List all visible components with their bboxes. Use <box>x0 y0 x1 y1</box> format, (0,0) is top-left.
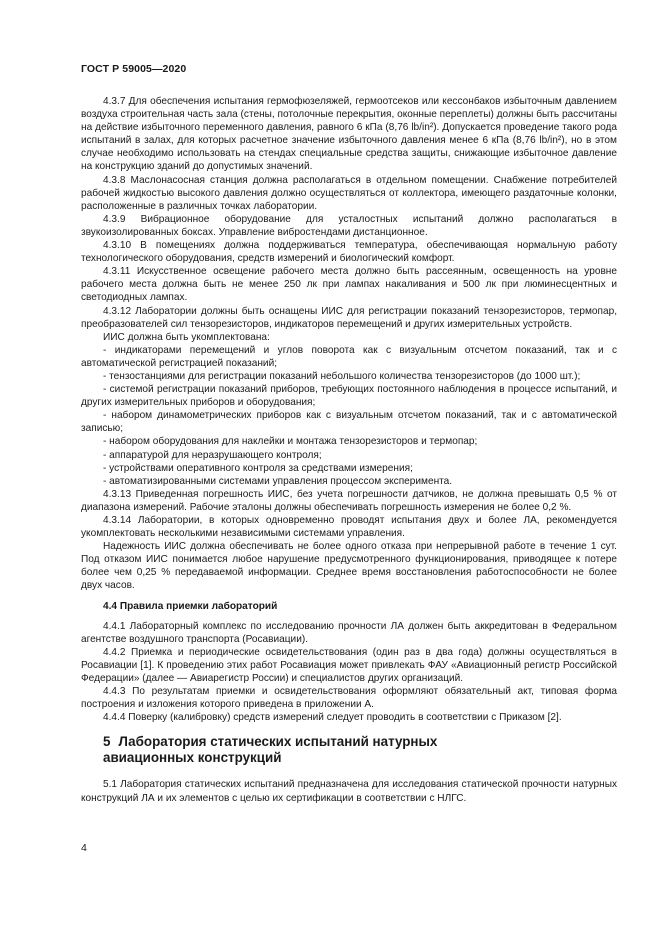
paragraph-4-3-8: 4.3.8 Маслонасосная станция должна располагаться в отдельном помещении. Снабжение потребителей рабочей жидкостью высокого давления должно осуществляться от коллектора, имеющего раздаточные колонки, расположенные в различных точках лаборатории. <box>81 174 617 212</box>
paragraph-4-3-10: 4.3.10 В помещениях должна поддерживаться температура, обеспечивающая нормальную работу технологического оборудования, средств измерений и биологический комфорт. <box>81 240 617 265</box>
paragraph-4-3-12: 4.3.12 Лаборатории должны быть оснащены ИИС для регистрации показаний тензорезисторов, термопар, преобразователей сил тензорезисторов, индикаторов перемещений и других измерительных устройств. <box>81 305 617 330</box>
standard-header: ГОСТ Р 59005—2020 <box>81 63 187 75</box>
paragraph-4-4-1: 4.4.1 Лабораторный комплекс по исследованию прочности ЛА должен быть аккредитован в Федеральном агентстве воздушного транспорта (Росавиации). <box>81 620 617 645</box>
section-title-line-1: Лаборатория статических испытаний натурных <box>118 734 438 750</box>
paragraph-4-3-7: 4.3.7 Для обеспечения испытания гермофюзеляжей, гермоотсеков или кессонбаков избыточным давлением воздуха строительная часть зала (стены, потолочные перекрытия, оконные переплеты) должны быть рассчитаны на действие избыточного переменного давления, равного 6 кПа (8,76 lb/in²). Допускается проведение такого рода испытаний в залах, для которых расчетное значение избыточного давления менее 6 кПа (8,76 lb/in²), но в этом случае необходимо использовать на стендах специальные средства защиты, снижающие избыточное давление на конструкцию зданий до допустимых значений. <box>81 96 617 173</box>
paragraph-4-4-2: 4.4.2 Приемка и периодические освидетельствования (один раз в два года) должны осуществляться в Росавиации [1]. К проведению этих работ Росавиация может привлекать ФАУ «Авиационный регистр Российской Федерации» (далее — Авиарегистр России) и специалистов других организаций. <box>81 646 617 685</box>
list-item: - автоматизированными системами управления процессом эксперимента. <box>103 475 453 487</box>
page-number: 4 <box>81 842 87 854</box>
paragraph-4-4-3: 4.4.3 По результатам приемки и освидетельствования оформляют обязательный акт, типовая форма построения и изложения которого приведена в приложении А. <box>81 686 617 711</box>
reliability-paragraph: Надежность ИИС должна обеспечивать не более одного отказа при непрерывной работе в течение 1 сут. Под отказом ИИС понимается любое нарушение предусмотренного функционирования, приводящее к потере более чем 0,25 % передаваемой информации. Среднее время восстановления работоспособности не более двух часов. <box>81 541 617 592</box>
paragraph-4-4-4: 4.4.4 Поверку (калибровку) средств измерений следует проводить в соответствии с Приказом [2]. <box>103 712 562 724</box>
paragraph-4-3-14: 4.3.14 Лаборатории, в которых одновременно проводят испытания двух и более ЛА, рекомендуется укомплектовать несколькими независимыми системами управления. <box>81 515 617 540</box>
paragraph-4-3-13: 4.3.13 Приведенная погрешность ИИС, без учета погрешности датчиков, не должна превышать 0,5 % от диапазона измерений. Рабочие эталоны должны обеспечивать погрешность измерения не более 0,2 %. <box>81 488 617 513</box>
list-item: - системой регистрации показаний приборов, требующих постоянного наблюдения в процессе испытаний, и других измерительных приборов и оборудования; <box>81 384 617 409</box>
paragraph-4-3-9: 4.3.9 Вибрационное оборудование для усталостных испытаний должно располагаться в звукоизолированных боксах. Управление вибростендами дистанционное. <box>81 213 617 238</box>
list-item: - устройствами оперативного контроля за средствами измерения; <box>103 462 413 474</box>
list-item: - набором динамометрических приборов как с визуальным отсчетом показаний, так и с автоматической записью; <box>81 410 617 435</box>
section-5-heading <box>103 734 617 766</box>
subsection-title-4-4: 4.4 Правила приемки лабораторий <box>103 600 278 612</box>
section-title-line-2: авиационных конструкций <box>103 750 282 766</box>
list-item: - тензостанциями для регистрации показаний небольшого количества тензорезисторов (до 1000 шт.); <box>103 370 581 382</box>
section-number: 5 <box>103 734 111 750</box>
iis-intro: ИИС должна быть укомплектована: <box>103 331 270 343</box>
list-item: - аппаратурой для неразрушающего контроля; <box>103 449 322 461</box>
list-item: - набором оборудования для наклейки и монтажа тензорезисторов и термопар; <box>103 436 478 448</box>
paragraph-5-1: 5.1 Лаборатория статических испытаний предназначена для исследования статической прочности натурных конструкций ЛА и их элементов с целью их сертификации в соответствии с НЛГС. <box>81 779 617 804</box>
paragraph-4-3-11: 4.3.11 Искусственное освещение рабочего места должно быть рассеянным, освещенность на уровне рабочего места должна быть не менее 250 лк при лампах накаливания и 500 лк при люминесцентных и светодиодных лампах. <box>81 266 617 304</box>
document-body <box>81 95 617 805</box>
list-item: - индикаторами перемещений и углов поворота как с визуальным отсчетом показаний, так и с автоматической регистрацией показаний; <box>81 344 617 369</box>
